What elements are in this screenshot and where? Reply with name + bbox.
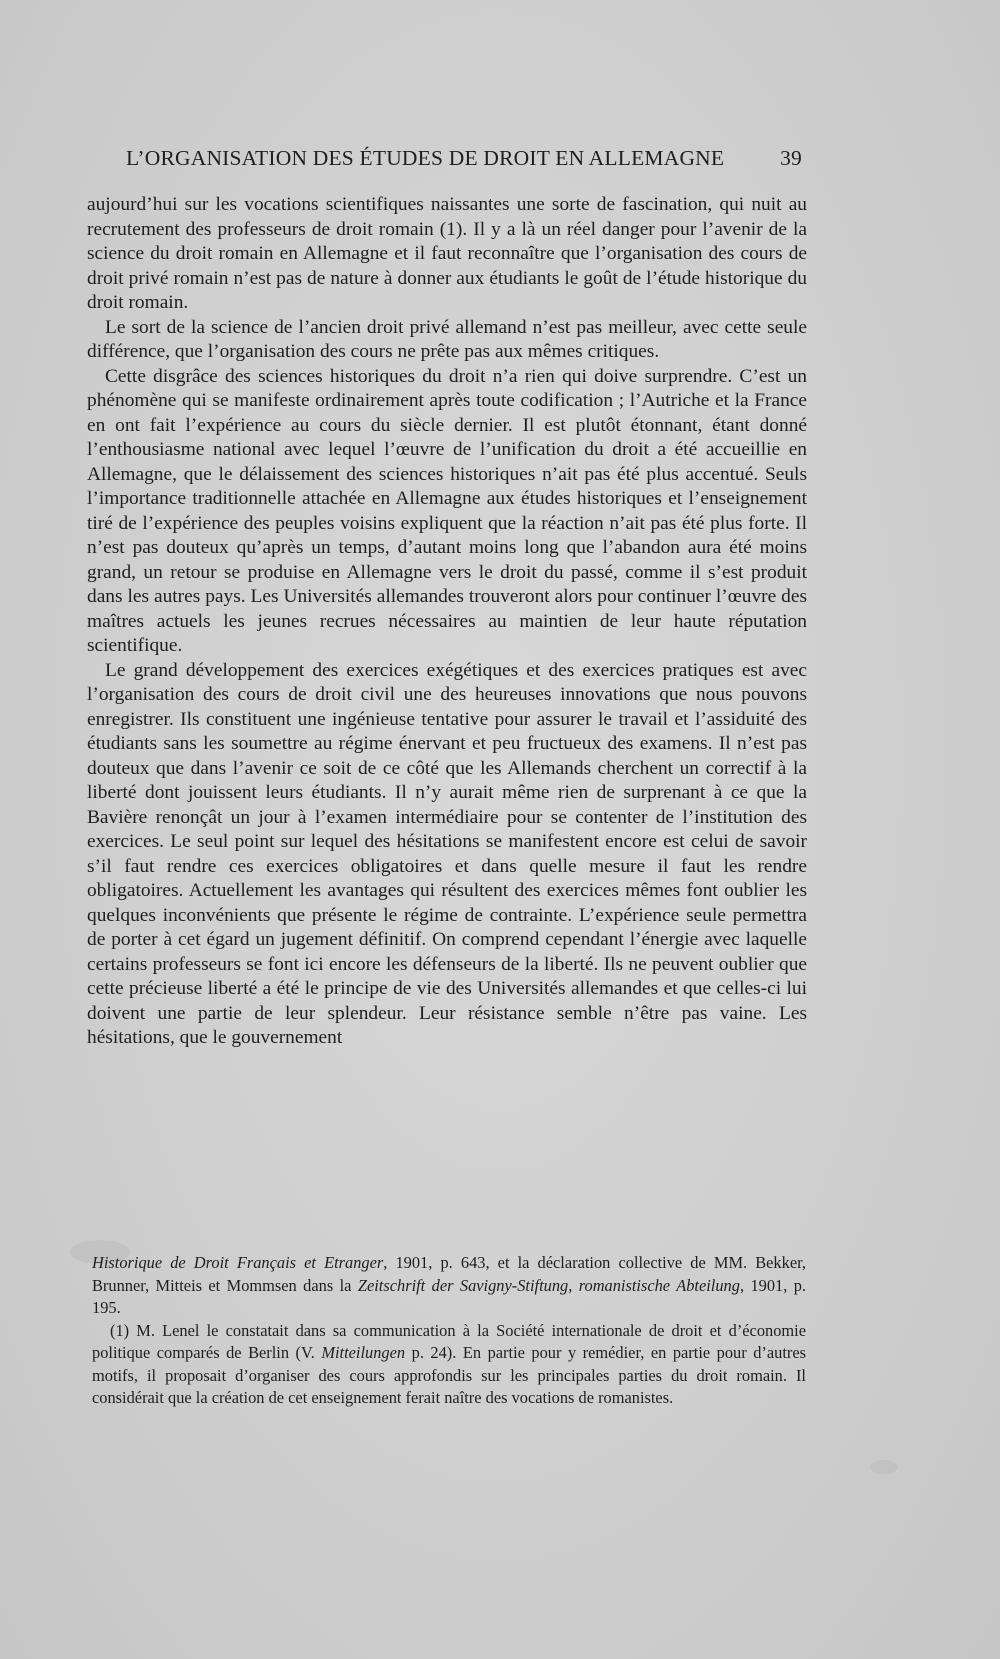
page-number: 39: [780, 146, 802, 170]
footnote-text: M. Lenel le constatait dans sa communication à la Société internationale de droit et d’économie politique comparés de Berlin (V.: [92, 1320, 806, 1362]
paragraph: Cette disgrâce des sciences historiques du droit n’a rien qui doive surprendre. C’est un phénomène qui se manifeste ordinairement après toute codification ; l’Autriche et la France en ont fait l’expérience au cours du siècle dernier. Il est plutôt étonnant, étant donné l’enthousiasme national avec lequel l’œuvre de l’unification du droit a été accueillie en Allemagne, que le délaissement des sciences historiques n’ait pas été plus accentué. Seuls l’importance traditionnelle attachée en Allemagne aux études historiques et l’enseignement tiré de l’expérience des peuples voisins expliquent que la réaction n’ait pas été plus forte. Il n’est pas douteux qu’après un temps, d’autant moins long que l’abandon aura été moins grand, un retour se produise en Allemagne vers le droit du passé, comme il s’est produit dans les autres pays. Les Universités allemandes trouveront alors pour continuer l’œuvre des maîtres actuels les jeunes recrues nécessaires au maintien de leur haute réputation scientifique.: [87, 365, 807, 656]
paper-smudge: [870, 1460, 898, 1474]
journal-title: Mitteilungen: [321, 1343, 406, 1362]
footnotes: [92, 1252, 806, 1410]
footnote-text: p. 24). En partie pour y remédier, en partie pour d’autres motifs, il proposait d’organiser des cours approfondis sur les principales parties du droit romain. Il considérait que la création de cet enseignement ferait naître des vocations de romanistes.: [92, 1343, 806, 1407]
running-title: L’ORGANISATION DES ÉTUDES DE DROIT EN ALLEMAGNE: [126, 146, 725, 170]
journal-title: Historique de Droit Français et Etranger: [92, 1253, 384, 1272]
paragraph: Le sort de la science de l’ancien droit privé allemand n’est pas meilleur, avec cette seule différence, que l’organisation des cours ne prête pas aux mêmes critiques.: [87, 316, 807, 362]
body-text: [87, 193, 807, 1051]
paragraph: Le grand développement des exercices exégétiques et des exercices pratiques est avec l’organisation des cours de droit civil une des heureuses innovations que nous pouvons enregistrer. Ils constituent une ingénieuse tentative pour assurer le travail et l’assiduité des étudiants sans les soumettre au régime énervant et peu fructueux des examens. Il n’est pas douteux que dans l’avenir ce soit de ce côté que les Allemands cherchent un correctif à la liberté dont jouissent leurs étudiants. Il n’y aurait même rien de surprenant à ce que la Bavière renonçât un jour à l’examen intermédiaire pour se contenter de l’institution des exercices. Le seul point sur lequel des hésitations se manifestent encore est celui de savoir s’il faut rendre ces exercices obligatoires et dans quelle mesure il faut les rendre obligatoires. Actuellement les avantages qui résultent des exercices mêmes font oublier les quelques inconvénients que présente le régime de contrainte. L’expérience seule permettra de porter à cet égard un jugement définitif. On comprend cependant l’énergie avec laquelle certains professeurs se font ici encore les défenseurs de la liberté. Ils ne peuvent oublier que cette précieuse liberté a été le principe de vie des Universités allemandes et que celles-ci lui doivent une partie de leur splendeur. Leur résistance semble n’être pas vaine. Les hésitations, que le gouvernement: [87, 659, 807, 1048]
page-header: [126, 146, 802, 178]
footnote-text: , 1901, p. 195.: [92, 1275, 807, 1317]
paragraph: aujourd’hui sur les vocations scientifiques naissantes une sorte de fascination, qui nuit au recrutement des professeurs de droit romain (1). Il y a là un réel danger pour l’avenir de la science du droit romain en Allemagne et il faut reconnaître que l’organisation des cours de droit privé romain n’est pas de nature à donner aux étudiants le goût de l’étude historique du droit romain.: [87, 194, 807, 313]
footnote-1: [92, 1320, 806, 1410]
footnote-text: , 1901, p. 643, et la déclaration collective de MM. Bekker, Brunner, Mitteis et Mommsen dans la: [92, 1253, 806, 1295]
footnote-continuation: [92, 1252, 806, 1320]
footnote-marker: (1): [110, 1320, 130, 1340]
journal-title: Zeitschrift der Savigny-Stiftung, romanistische Abteilung: [357, 1275, 740, 1295]
